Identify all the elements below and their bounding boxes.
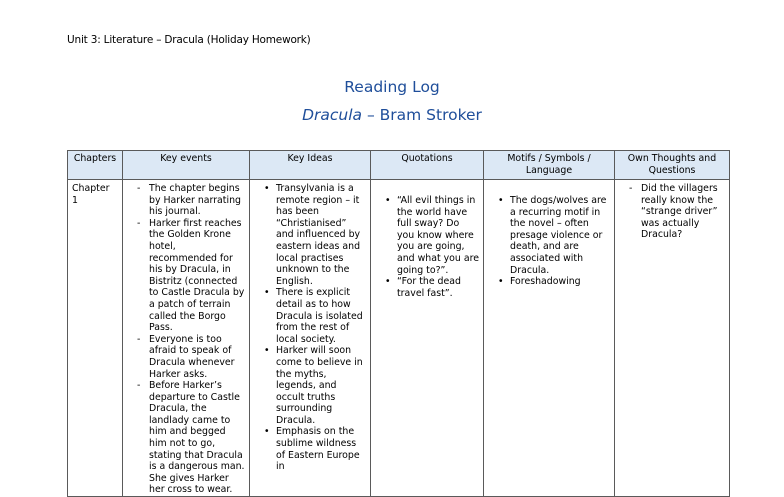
- key-events-cell: [123, 180, 250, 497]
- header-own-thoughts: Own Thoughts and Questions: [615, 151, 730, 180]
- list-item: - Did the villagers really know the “strange driver” was actually Dracula?: [629, 183, 725, 241]
- header-key-events: Key events: [123, 151, 250, 180]
- reading-log-table: [67, 150, 730, 497]
- header-key-ideas: Key Ideas: [250, 151, 371, 180]
- own-thoughts-cell: [615, 180, 730, 497]
- list-item: - The chapter begins by Harker narrating his journal.: [137, 183, 245, 218]
- list-item: • Harker will soon come to believe in the myths, legends, and occult truths surrounding Dracula.: [264, 345, 366, 426]
- header-quotations: Quotations: [371, 151, 484, 180]
- list-item: • There is explicit detail as to how Dracula is isolated from the rest of local society.: [264, 287, 366, 345]
- list-item: • Transylvania is a remote region – it has been “Christianised” and influenced by eastern ideas and local practises unknown to the English.: [264, 183, 366, 287]
- book-title-italic: Dracula: [302, 106, 363, 124]
- motifs-cell: [484, 180, 615, 497]
- book-title-author: – Bram Stroker: [362, 106, 482, 124]
- header-motifs: Motifs / Symbols / Language: [484, 151, 615, 180]
- list-item: • Emphasis on the sublime wildness of Eastern Europe in: [264, 426, 366, 472]
- quotations-cell: [371, 180, 484, 497]
- list-item: - Everyone is too afraid to speak of Dracula whenever Harker asks.: [137, 334, 245, 380]
- quotations-list: [375, 195, 479, 299]
- list-item: • “For the dead travel fast”.: [385, 276, 479, 299]
- header-chapters: Chapters: [68, 151, 123, 180]
- list-item: - Before Harker’s departure to Castle Dracula, the landlady came to him and begged him not to go, stating that Dracula is a dangerous man. She gives Harker her cross to wear.: [137, 380, 245, 496]
- list-item: • “All evil things in the world have full sway? Do you know where you are going, and what you are going to?”.: [385, 195, 479, 276]
- own-thoughts-list: [619, 183, 725, 241]
- list-item: • The dogs/wolves are a recurring motif in the novel – often presage violence or death, and are associated with Dracula.: [498, 195, 610, 276]
- list-item: - Harker first reaches the Golden Krone hotel, recommended for his by Dracula, in Bistritz (connected to Castle Dracula by a patch of terrain called the Borgo Pass.: [137, 218, 245, 334]
- table-row: [68, 180, 730, 497]
- reading-log-title: Reading Log: [344, 78, 440, 96]
- unit-title: Unit 3: Literature – Dracula (Holiday Homework): [67, 34, 311, 46]
- list-item: • Foreshadowing: [498, 276, 610, 288]
- book-title: [0, 106, 784, 124]
- key-events-list: [127, 183, 245, 496]
- key-ideas-list: [254, 183, 366, 473]
- motifs-list: [488, 195, 610, 288]
- key-ideas-cell: [250, 180, 371, 497]
- table-header-row: [68, 151, 730, 180]
- chapter-cell: Chapter 1: [68, 180, 123, 497]
